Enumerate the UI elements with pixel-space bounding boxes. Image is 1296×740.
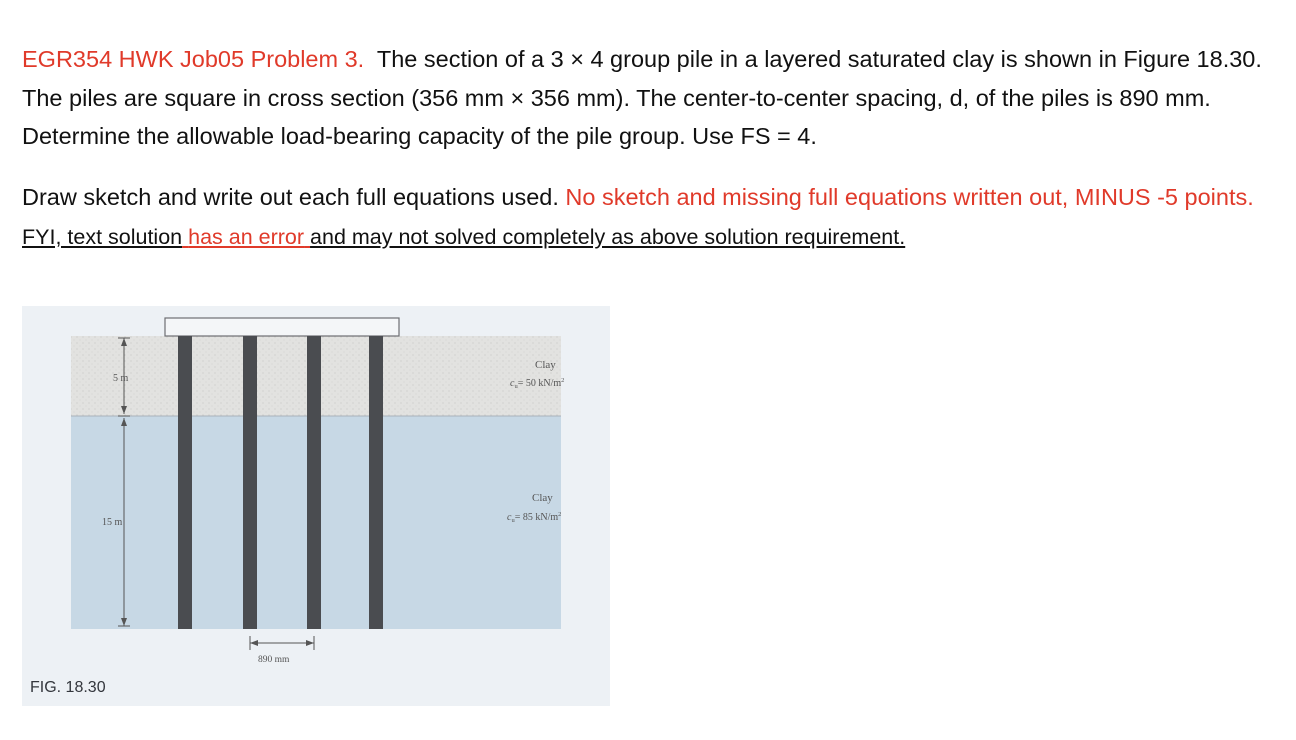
spacing-label: 890 mm	[258, 655, 290, 665]
pile	[178, 336, 192, 629]
fyi-prefix: FYI, text solution	[22, 224, 183, 249]
problem-paragraph	[22, 40, 1282, 156]
pile-cap	[165, 318, 399, 336]
pile	[307, 336, 321, 629]
pile	[243, 336, 257, 629]
upper-layer-name: Clay	[535, 359, 556, 371]
spacing-dimension	[250, 636, 314, 650]
fyi-error: has an error	[188, 224, 305, 249]
pile-group-figure	[22, 306, 610, 706]
figure-caption: FIG. 18.30	[30, 679, 106, 696]
fyi-suffix: and may not solved completely as above solution requirement.	[310, 224, 906, 249]
instructions-lead: Draw sketch and write out each full equations used.	[22, 184, 559, 210]
instructions-paragraph	[22, 178, 1282, 256]
upper-thickness-label: 5 m	[113, 373, 129, 384]
pile	[369, 336, 383, 629]
lower-layer-cu: $c_u= 85$ $kN/m^2$	[507, 511, 562, 524]
upper-layer-cu: $c_u= 50$ $kN/m^2$	[510, 377, 565, 390]
problem-heading: EGR354 HWK Job05 Problem 3.	[22, 46, 365, 72]
lower-layer-name: Clay	[532, 492, 553, 504]
problem-statement: The section of a 3 × 4 group pile in a layered saturated clay is shown in Figure 18.30. The piles are square in cross section (356 mm × 356 mm). The center-to-center spacing, d, of the piles is 890 mm. Determine the allowable load-bearing capacity of the pile group. Use FS = 4.	[22, 46, 1262, 149]
penalty-text: No sketch and missing full equations written out, MINUS -5 points.	[565, 184, 1254, 210]
pile-section-diagram	[22, 306, 610, 706]
lower-thickness-label: 15 m	[102, 517, 123, 528]
